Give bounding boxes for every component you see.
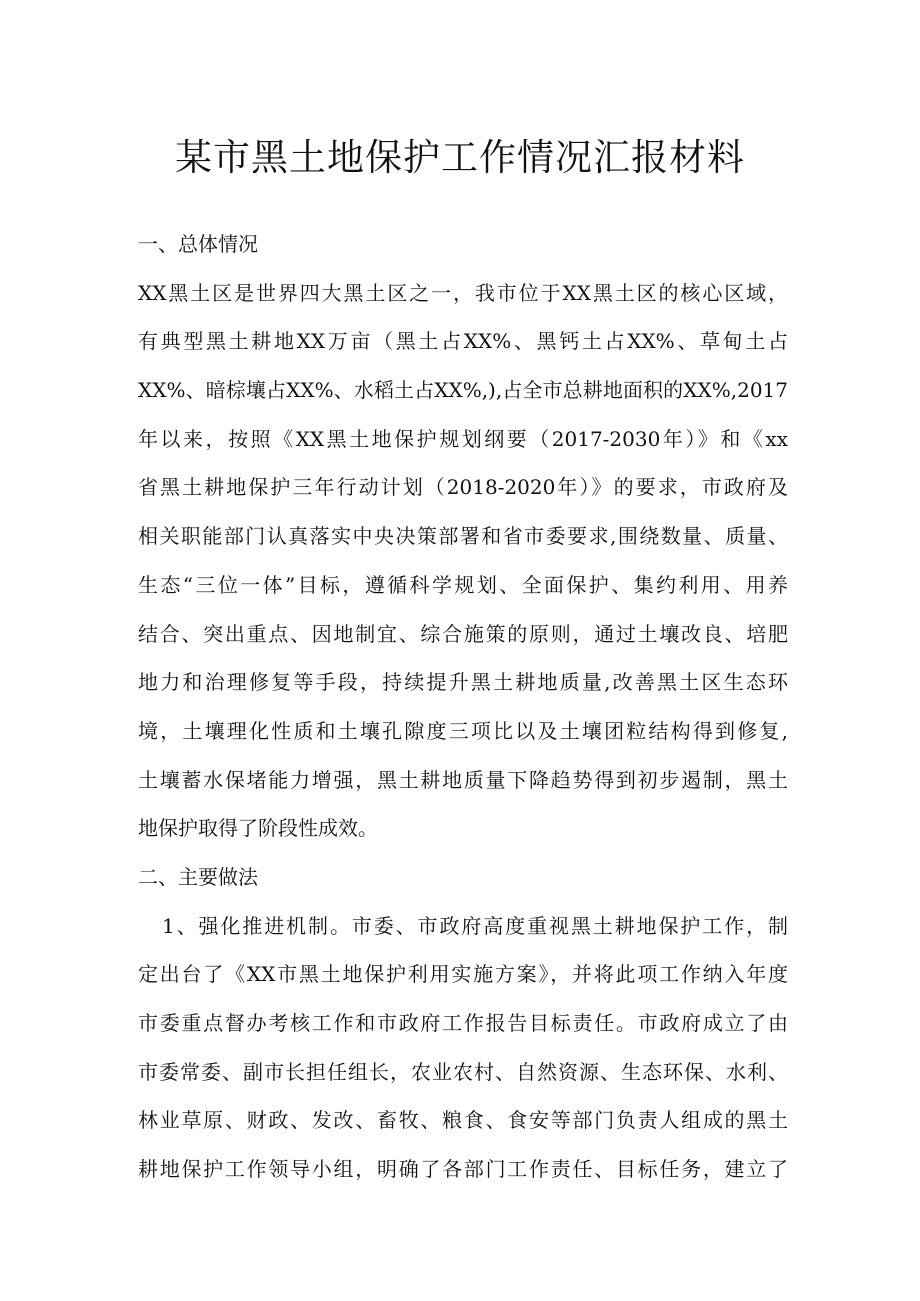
section-heading-main-practices: 二、主要做法 bbox=[138, 864, 258, 889]
section-heading-overview: 一、总体情况 bbox=[138, 232, 258, 256]
paragraph-line: 林业草原、财政、发改、畜牧、粮食、食安等部门负责人组成的黑土 bbox=[138, 1108, 788, 1133]
paragraph-line: 境，土壤理化性质和土壤孔隙度三项比以及土壤团粒结构得到修复, bbox=[138, 718, 788, 743]
paragraph-line: 生态“三位一体”目标，遵循科学规划、全面保护、集约利用、用养 bbox=[138, 572, 788, 597]
paragraph-line: XX黑土区是世界四大黑土区之一，我市位于XX黑土区的核心区域， bbox=[138, 280, 788, 305]
paragraph-line: 定出台了《XX市黑土地保护利用实施方案》，并将此项工作纳入年度 bbox=[138, 962, 788, 987]
paragraph-line: 市委重点督办考核工作和市政府工作报告目标责任。市政府成立了由 bbox=[138, 1011, 788, 1035]
document-title: 某市黑土地保护工作情况汇报材料 bbox=[175, 136, 745, 179]
paragraph-line: 土壤蓄水保堵能力增强，黑土耕地质量下降趋势得到初步遏制，黑土 bbox=[138, 767, 788, 792]
paragraph-line: 相关职能部门认真落实中央决策部署和省市委要求,围绕数量、质量、 bbox=[138, 524, 788, 549]
paragraph-line: 省黑土耕地保护三年行动计划（2018-2020年）》的要求，市政府及 bbox=[138, 475, 788, 500]
paragraph-line: 年以来，按照《XX黑土地保护规划纲要（2017-2030年）》和《xx bbox=[138, 426, 788, 451]
paragraph-line: 地力和治理修复等手段，持续提升黑土耕地质量,改善黑土区生态环 bbox=[138, 670, 788, 695]
paragraph-line: 地保护取得了阶段性成效。 bbox=[138, 816, 378, 841]
paragraph-line: 1、强化推进机制。市委、市政府高度重视黑土耕地保护工作，制 bbox=[162, 913, 788, 938]
document-body bbox=[138, 220, 788, 1194]
paragraph-line: 耕地保护工作领导小组，明确了各部门工作责任、目标任务，建立了 bbox=[138, 1157, 788, 1182]
paragraph-line: 有典型黑土耕地XX万亩（黑土占XX%、黑钙土占XX%、草甸土占 bbox=[138, 329, 788, 354]
paragraph-line: 市委常委、副市长担任组长，农业农村、自然资源、生态环保、水利、 bbox=[138, 1059, 788, 1084]
paragraph-line: XX%、暗棕壤占XX%、水稻土占XX%,),占全市总耕地面积的XX%,2017 bbox=[138, 378, 788, 403]
paragraph-line: 结合、突出重点、因地制宜、综合施策的原则，通过土壤改良、培肥 bbox=[138, 621, 788, 646]
